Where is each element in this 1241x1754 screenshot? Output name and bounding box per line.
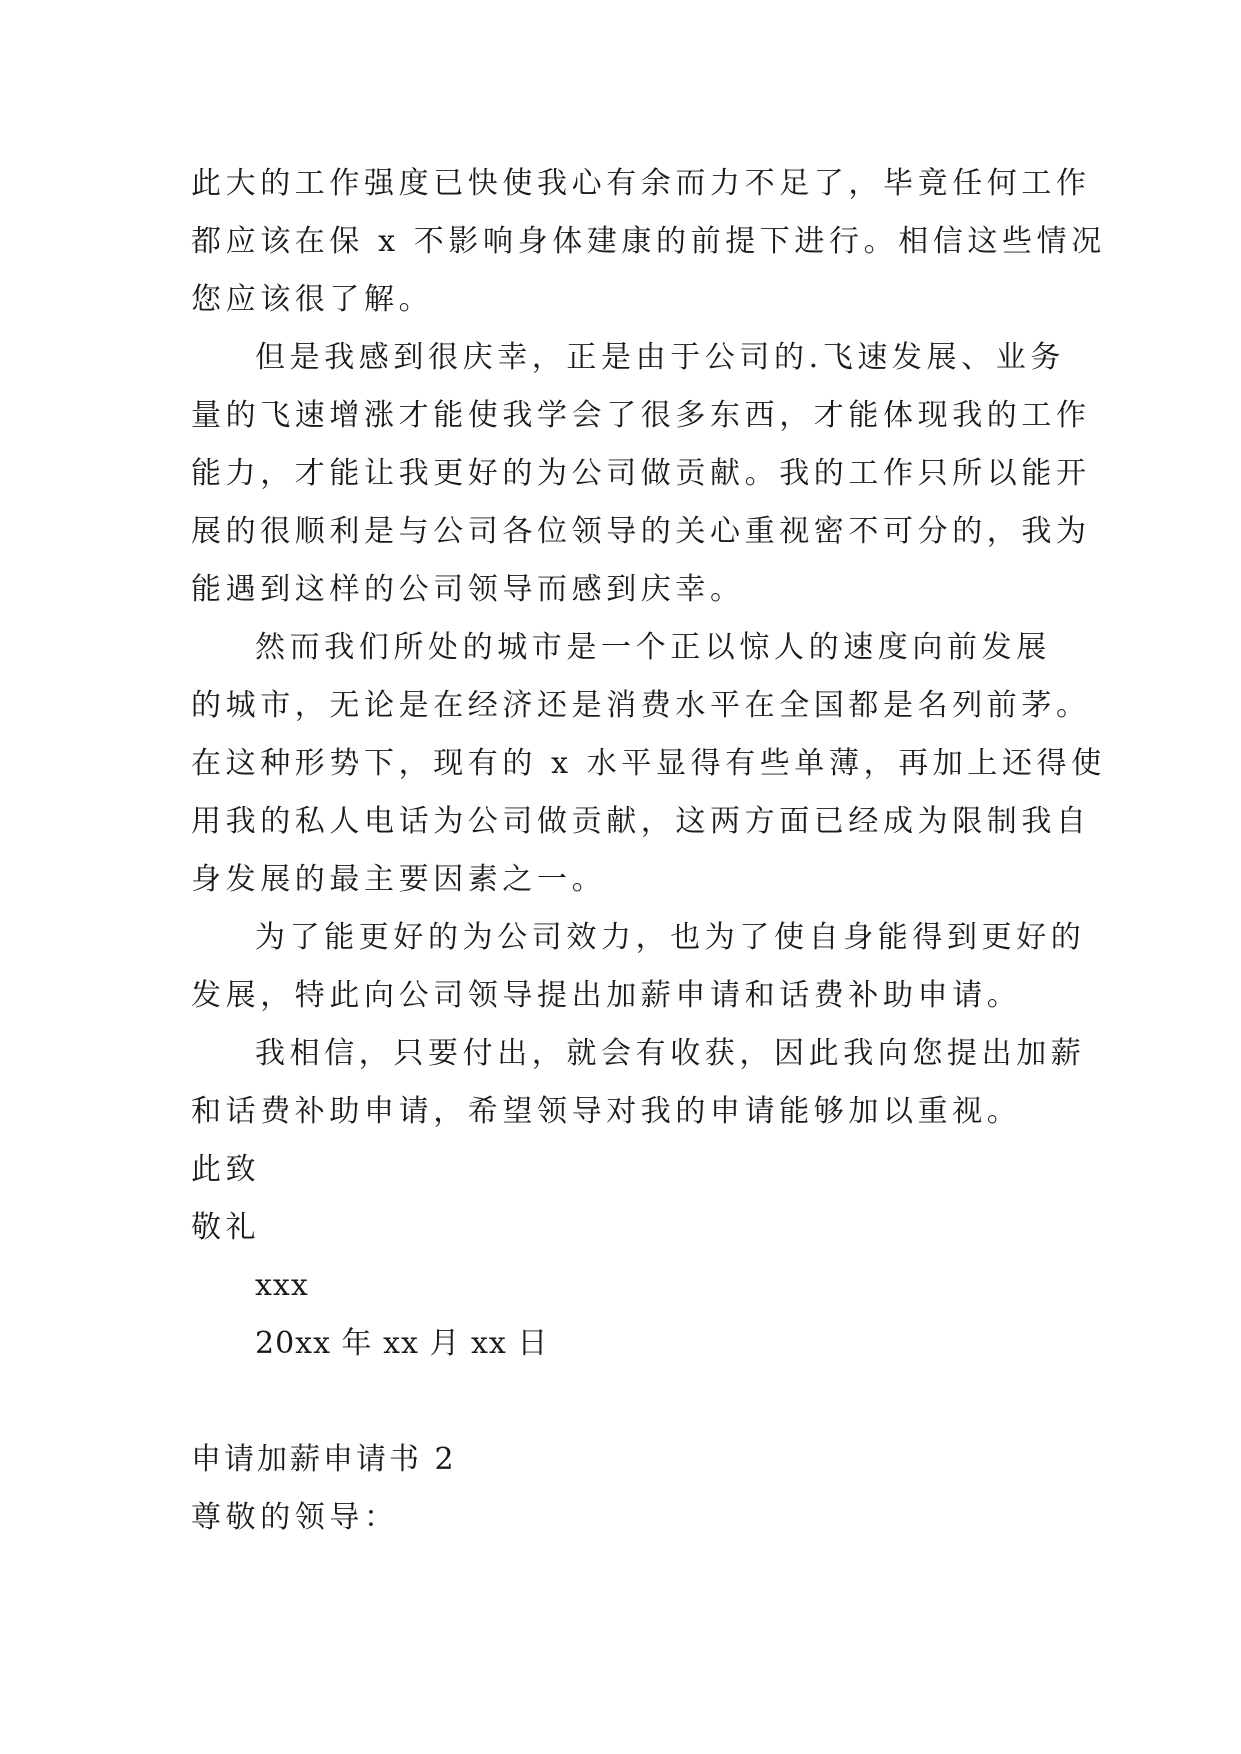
text-line: 和话费补助申请，希望领导对我的申请能够加以重视。 — [191, 1094, 1022, 1129]
text-line: 能力，才能让我更好的为公司做贡献。我的工作只所以能开 — [191, 456, 1091, 491]
closing-line: 敬礼 — [191, 1210, 261, 1245]
text-line: 能遇到这样的公司领导而感到庆幸。 — [191, 572, 745, 607]
text-line: 此大的工作强度已快使我心有余而力不足了，毕竟任何工作 — [191, 166, 1091, 201]
salutation: 尊敬的领导： — [191, 1500, 399, 1535]
text-line: 的城市，无论是在经济还是消费水平在全国都是名列前茅。 — [191, 688, 1091, 723]
text-line: 身发展的最主要因素之一。 — [191, 862, 607, 897]
text-line: 发展，特此向公司领导提出加薪申请和话费补助申请。 — [191, 978, 1022, 1013]
signature-date: 20xx 年 xx 月 xx 日 — [255, 1326, 549, 1361]
text-line: 用我的私人电话为公司做贡献，这两方面已经成为限制我自 — [191, 804, 1091, 839]
text-line: 但是我感到很庆幸，正是由于公司的.飞速发展、业务 — [255, 340, 1065, 375]
text-line: 量的飞速增涨才能使我学会了很多东西，才能体现我的工作 — [191, 398, 1091, 433]
text-line: 我相信，只要付出，就会有收获，因此我向您提出加薪 — [255, 1036, 1086, 1071]
closing-line: 此致 — [191, 1152, 261, 1187]
text-line: 在这种形势下，现有的 x 水平显得有些单薄，再加上还得使 — [191, 746, 1106, 781]
text-line: 展的很顺利是与公司各位领导的关心重视密不可分的，我为 — [191, 514, 1091, 549]
text-line: 为了能更好的为公司效力，也为了使自身能得到更好的 — [255, 920, 1086, 955]
section-title: 申请加薪申请书 2 — [191, 1442, 457, 1477]
text-line: 都应该在保 x 不影响身体建康的前提下进行。相信这些情况 — [191, 224, 1106, 259]
text-line: 您应该很了解。 — [191, 282, 434, 317]
text-line: 然而我们所处的城市是一个正以惊人的速度向前发展 — [255, 630, 1051, 665]
signature-name: xxx — [255, 1268, 309, 1303]
